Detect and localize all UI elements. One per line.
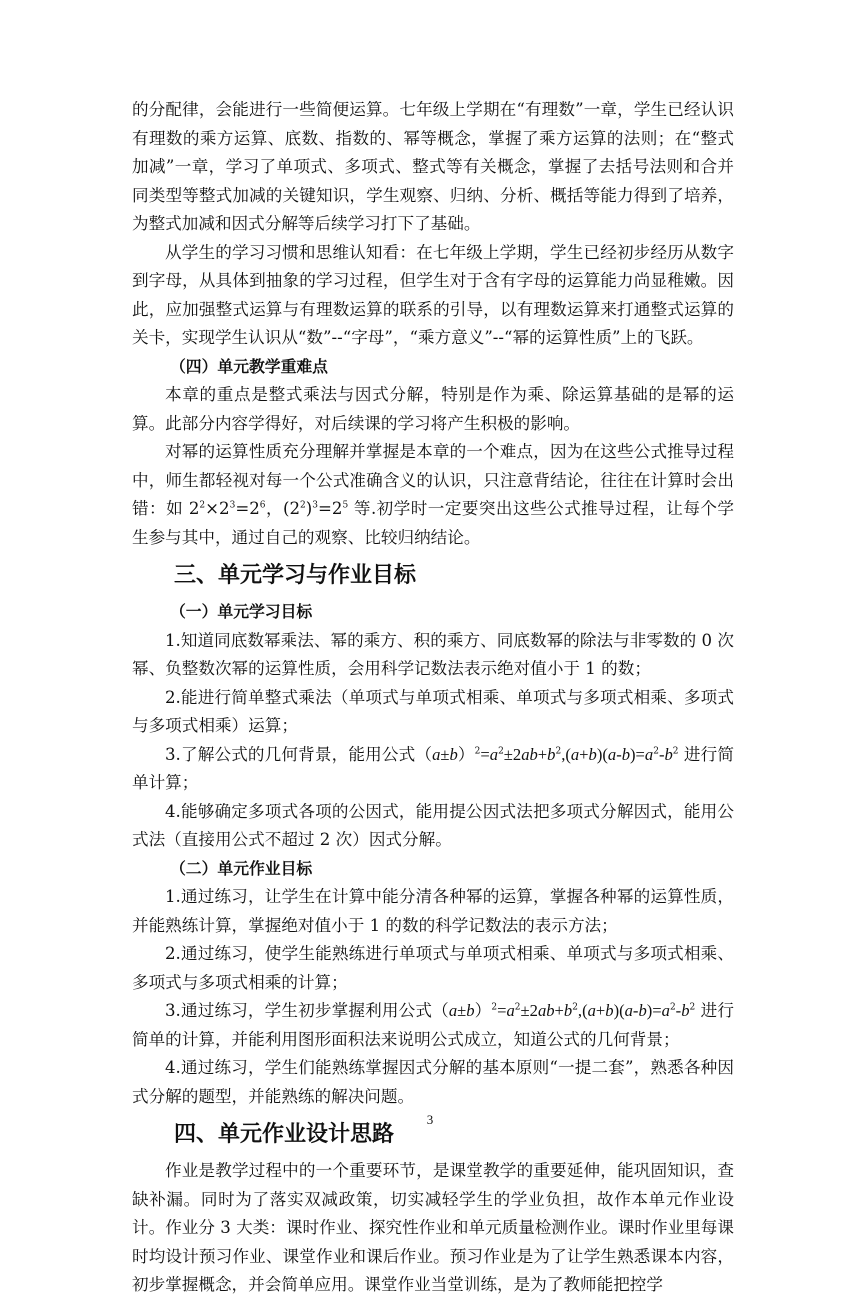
paragraph-key-points: 本章的重点是整式乘法与因式分解，特别是作为乘、除运算基础的是幂的运算。此部分内容学得好，对后续课的学习将产生积极的影响。: [132, 385, 734, 433]
learning-goal-1: 1.知道同底数幂乘法、幂的乘方、积的乘方、同底数幂的除法与非零数的 0 次幂、负整数次幂的运算性质，会用科学记数法表示绝对值小于 1 的数；: [132, 630, 734, 678]
learning-goal-4: 4.能够确定多项式各项的公因式，能用提公因式法把多项式分解因式，能用公式法（直接用公式不超过 2 次）因式分解。: [132, 801, 734, 849]
homework-goal-4: 4.通过练习，学生们能熟练掌握因式分解的基本原则“一提二套”，熟悉各种因式分解的题型，并能熟练的解决问题。: [132, 1058, 734, 1106]
homework-goal-2: 2.通过练习，使学生能熟练进行单项式与单项式相乘、单项式与多项式相乘、多项式与多项式相乘的计算；: [132, 944, 734, 992]
paragraph-homework-design: 作业是教学过程中的一个重要环节，是课堂教学的重要延伸，能巩固知识，查缺补漏。同时为了落实双减政策，切实减轻学生的学业负担，故作本单元作业设计。作业分 3 大类：课时作业、探究性作业和单元质量检测作业。课时作业里每课时均设计预习作业、课堂作业和课后作业。预习作业是为了让学生熟悉课本内容，初步掌握概念，并会简单应用。课堂作业当堂训练，是为了教师能把控学: [132, 1161, 734, 1294]
subheading-homework-goals: （二）单元作业目标: [170, 858, 313, 878]
homework-goal-3: 3.通过练习，学生初步掌握利用公式$(a\pm b)^2=a^2\pm 2ab+b^2,(a+b)(a-b)=a^2-b^2$ 进行简单的计算，并能利用图形面积法来说明公式成立，知道公式的几何背景；: [132, 1001, 734, 1049]
paragraph-prior-knowledge: 的分配律，会能进行一些简便运算。七年级上学期在“有理数”一章，学生已经认识有理数的乘方运算、底数、指数的、幂等概念，掌握了乘方运算的法则；在“整式加减”一章，学习了单项式、多项式、整式等有关概念，掌握了去括号法则和合并同类型等整式加减的关键知识，学生观察、归纳、分析、概括等能力得到了培养，为整式加减和因式分解等后续学习打下了基础。: [132, 100, 734, 233]
section-3-title: 三、单元学习与作业目标: [174, 563, 417, 588]
paragraph-thinking-habits: 从学生的学习习惯和思维认知看：在七年级上学期，学生已经初步经历从数字到字母，从具体到抽象的学习过程，但学生对于含有字母的运算能力尚显稚嫩。因此，应加强整式运算与有理数运算的联系的引导，以有理数运算来打通整式运算的关卡，实现学生认识从“数”--“字母”，“乘方意义”--“幂的运算性质”上的飞跃。: [132, 242, 734, 347]
subheading-learning-goals: （一）单元学习目标: [170, 602, 313, 621]
learning-goal-2: 2.能进行简单整式乘法（单项式与单项式相乘、单项式与多项式相乘、多项式与多项式相乘）运算；: [132, 687, 734, 735]
paragraph-difficulty: 对幂的运算性质充分理解并掌握是本章的一个难点，因为在这些公式推导过程中，师生都轻视对每一个公式准确含义的认识，只注意背结论，往往在计算时会出错：如 $2^2\times 2^3=2^6$，$(2^2)^3=2^5$ 等.初学时一定要突出这些公式推导过程，让每个学生参与其中，通过自己的观察、比较归纳结论。: [132, 442, 734, 547]
subheading-key-difficulties: （四）单元教学重难点: [170, 356, 328, 376]
page-number: 3: [426, 1112, 434, 1127]
section-4-title: 四、单元作业设计思路: [174, 1122, 395, 1147]
homework-goal-1: 1.通过练习，让学生在计算中能分清各种幂的运算，掌握各种幂的运算性质，并能熟练计算，掌握绝对值小于 1 的数的科学记数法的表示方法；: [132, 887, 734, 935]
learning-goal-3: 3.了解公式的几何背景，能用公式$(a\pm b)^2=a^2\pm 2ab+b^2,(a+b)(a-b)=a^2-b^2$ 进行简单计算；: [132, 744, 734, 792]
